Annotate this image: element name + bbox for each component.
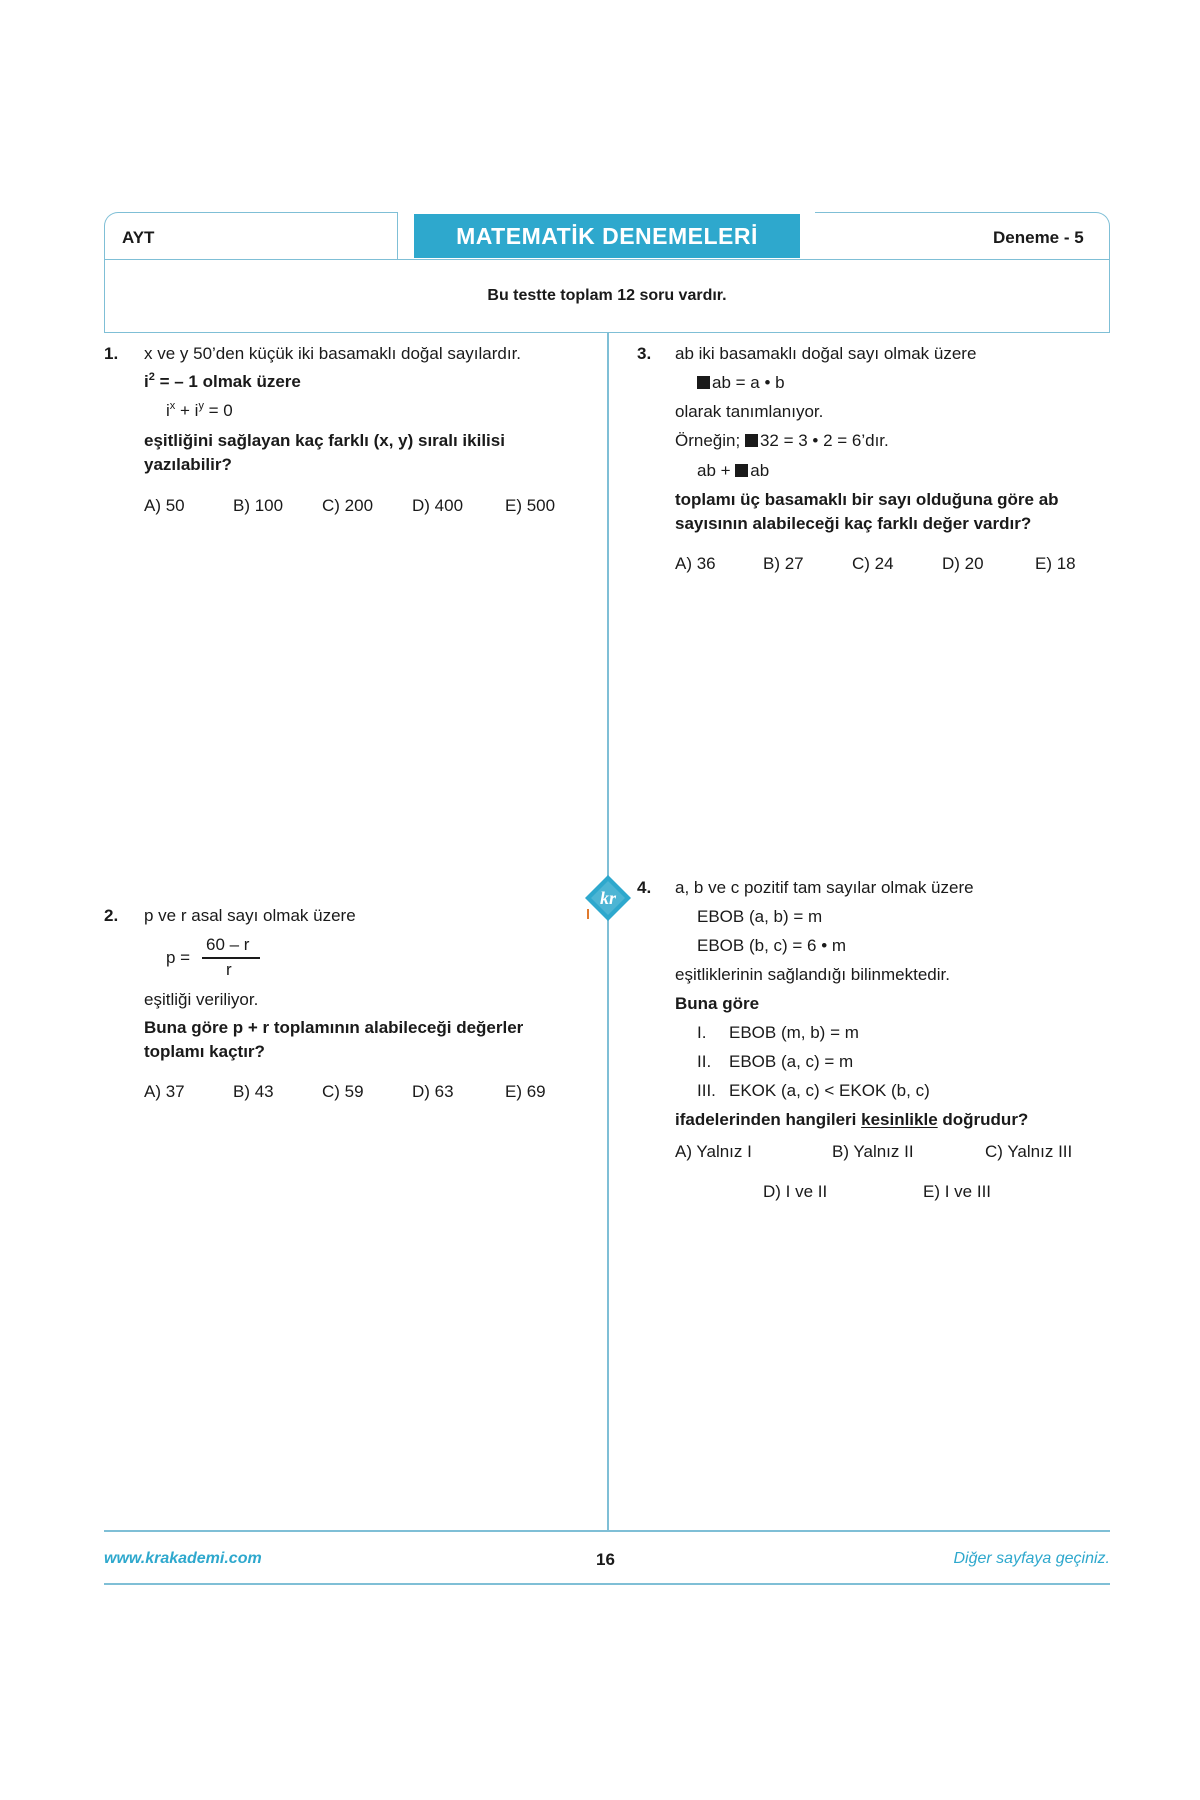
option-c[interactable]: C) 59: [322, 1082, 364, 1101]
question-prompt: toplamı üç basamaklı bir sayı olduğuna göre ab: [675, 490, 1059, 509]
option-d[interactable]: D) 20: [942, 554, 984, 573]
test-number-label: Deneme - 5: [993, 228, 1084, 247]
question-definition: ab = a • b: [697, 373, 785, 393]
statement-text: EKOK (a, c) < EKOK (b, c): [729, 1081, 930, 1100]
question-text: p ve r asal sayı olmak üzere: [144, 906, 356, 925]
option-d[interactable]: D) 63: [412, 1082, 454, 1101]
info-text: Bu testte toplam 12 soru vardır.: [487, 287, 727, 304]
question-condition: $i^2$ = – 1 olmak üzere: [144, 371, 301, 391]
option-e[interactable]: E) I ve III: [923, 1182, 992, 1201]
question-text-2: olarak tanımlanıyor.: [675, 402, 824, 421]
footer-next-page-note: Diğer sayfaya geçiniz.: [953, 1550, 1110, 1567]
option-e[interactable]: E) 18: [1035, 554, 1076, 573]
question-text-2: eşitliği veriliyor.: [144, 990, 259, 1009]
question-prompt-cont: sayısının alabileceği kaç farklı değer vardır?: [675, 514, 1032, 533]
option-d[interactable]: D) I ve II: [763, 1182, 828, 1201]
column-divider: [607, 333, 609, 1530]
question-number: 2.: [104, 906, 119, 925]
question-equation: $i^x + i^y = 0$: [166, 400, 233, 420]
question-prompt: eşitliğini sağlayan kaç farklı (x, y) sıralı ikilisi: [144, 431, 505, 450]
option-a[interactable]: A) 37: [144, 1082, 185, 1101]
footer-website-link[interactable]: www.krakademi.com: [104, 1550, 262, 1567]
question-number: 4.: [637, 878, 652, 897]
fraction-lhs: p =: [166, 948, 191, 967]
option-e[interactable]: E) 500: [505, 496, 556, 515]
exam-type-label: AYT: [122, 228, 155, 247]
question-text-2: eşitliklerinin sağlandığı bilinmektedir.: [675, 965, 950, 984]
page-number: 16: [596, 1550, 615, 1569]
option-c[interactable]: C) 24: [852, 554, 894, 573]
square-operator-icon: [735, 464, 748, 477]
square-operator-icon: [697, 376, 710, 389]
statement-item: III.: [697, 1081, 716, 1100]
svg-text:kr: kr: [599, 888, 617, 908]
question-prompt-cont: yazılabilir?: [144, 455, 232, 474]
option-a[interactable]: A) 36: [675, 554, 716, 573]
equation-1: EBOB (a, b) = m: [697, 907, 823, 926]
option-b[interactable]: B) 100: [233, 496, 284, 515]
question-number: 3.: [637, 344, 652, 363]
fraction-bar: [202, 957, 260, 959]
option-b[interactable]: B) 43: [233, 1082, 274, 1101]
option-b[interactable]: B) Yalnız II: [832, 1142, 914, 1161]
option-d[interactable]: D) 400: [412, 496, 464, 515]
statement-item: II.: [697, 1052, 712, 1071]
statement-text: EBOB (m, b) = m: [729, 1023, 859, 1042]
option-a[interactable]: A) Yalnız I: [675, 1142, 752, 1161]
footer-top-rule: [104, 1530, 1110, 1532]
question-prompt: ifadelerinden hangileri kesinlikle doğrudur?: [675, 1110, 1029, 1129]
fraction-numerator: 60 – r: [206, 935, 250, 954]
option-b[interactable]: B) 27: [763, 554, 804, 573]
option-c[interactable]: C) Yalnız III: [985, 1142, 1073, 1161]
question-number: 1.: [104, 344, 119, 363]
question-prompt: Buna göre p + r toplamının alabileceği değerler: [144, 1018, 524, 1037]
question-prompt-cont: toplamı kaçtır?: [144, 1042, 265, 1061]
question-lead: Buna göre: [675, 994, 760, 1013]
footer-bottom-rule: [104, 1583, 1110, 1585]
equation-2: EBOB (b, c) = 6 • m: [697, 936, 847, 955]
question-text: x ve y 50’den küçük iki basamaklı doğal sayılardır.: [144, 344, 522, 363]
option-e[interactable]: E) 69: [505, 1082, 546, 1101]
question-example: Örneğin; 32 = 3 • 2 = 6’dır.: [675, 431, 889, 450]
option-a[interactable]: A) 50: [144, 496, 185, 515]
statement-item: I.: [697, 1023, 707, 1042]
question-sum: ab + ab: [697, 461, 770, 480]
square-operator-icon: [745, 434, 758, 447]
page-title: MATEMATİK DENEMELERİ: [414, 214, 800, 258]
publisher-logo-icon: [583, 873, 633, 923]
question-text: ab iki basamaklı doğal sayı olmak üzere: [675, 344, 977, 363]
fraction-denominator: r: [226, 960, 232, 979]
question-text: a, b ve c pozitif tam sayılar olmak üzere: [675, 878, 974, 897]
statement-text: EBOB (a, c) = m: [729, 1052, 854, 1071]
option-c[interactable]: C) 200: [322, 496, 374, 515]
